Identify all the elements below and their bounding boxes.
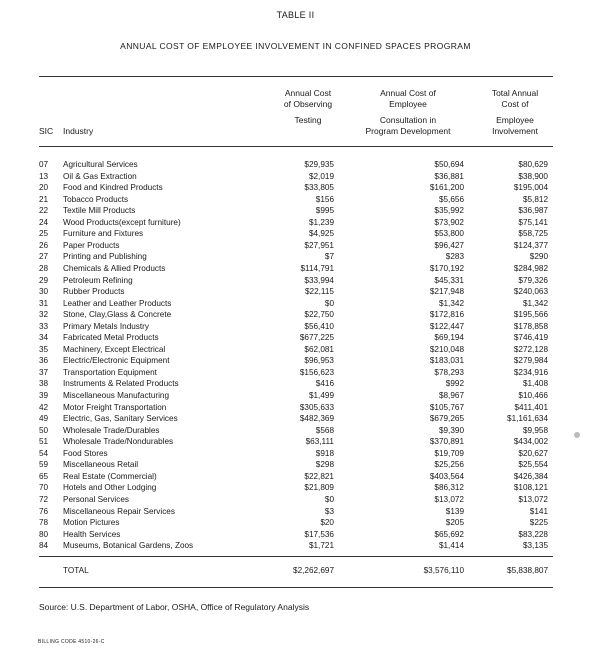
table-row: [0, 159, 591, 171]
sic-cell: 49: [39, 414, 49, 424]
table-row: [0, 205, 591, 217]
consultation-cell: $25,256: [434, 460, 464, 470]
table-row: [0, 402, 591, 414]
industry-cell: Electric, Gas, Sanitary Services: [63, 414, 178, 424]
header-observing-line: Testing: [294, 115, 322, 125]
observing-cell: $918: [315, 448, 334, 458]
total-cell: $75,141: [518, 217, 548, 227]
consultation-cell: $35,992: [434, 206, 464, 216]
industry-cell: Real Estate (Commercial): [63, 471, 157, 481]
observing-cell: $21,809: [304, 483, 334, 493]
table-row: [0, 494, 591, 506]
consultation-cell: $205: [445, 518, 464, 528]
header-total: [476, 88, 554, 137]
consultation-cell: $96,427: [434, 240, 464, 250]
sic-cell: 51: [39, 437, 49, 447]
table-row: [0, 171, 591, 183]
consultation-cell: $65,692: [434, 529, 464, 539]
sic-cell: 84: [39, 541, 49, 551]
header-total-line: Total Annual: [491, 88, 539, 98]
sic-cell: 13: [39, 171, 49, 181]
header-consultation-line: Consultation in: [379, 115, 437, 125]
industry-cell: Health Services: [63, 529, 121, 539]
total-cell: $434,002: [513, 437, 548, 447]
sic-cell: 36: [39, 356, 49, 366]
observing-cell: $1,239: [308, 217, 334, 227]
sic-cell: 28: [39, 263, 49, 273]
industry-cell: Personal Services: [63, 494, 129, 504]
table-row: [0, 436, 591, 448]
total-cell: $290: [529, 252, 548, 262]
total-consultation: $3,576,110: [423, 566, 464, 575]
observing-cell: $0: [324, 494, 334, 504]
total-cell: $124,377: [513, 240, 548, 250]
sic-cell: 26: [39, 240, 49, 250]
table-row: [0, 448, 591, 460]
industry-cell: Printing and Publishing: [63, 252, 147, 262]
sic-cell: 37: [39, 367, 49, 377]
consultation-cell: $53,800: [434, 229, 464, 239]
total-observing: $2,262,697: [293, 566, 334, 575]
sic-cell: 65: [39, 471, 49, 481]
total-label: TOTAL: [63, 566, 89, 575]
observing-cell: $29,935: [304, 160, 334, 169]
industry-cell: Miscellaneous Repair Services: [63, 506, 175, 516]
industry-cell: Tobacco Products: [63, 194, 129, 204]
table-row: [0, 378, 591, 390]
sic-cell: 76: [39, 506, 49, 516]
total-cell: $279,984: [513, 356, 548, 366]
table-row: [0, 459, 591, 471]
consultation-cell: $69,194: [434, 333, 464, 343]
observing-cell: $56,410: [304, 321, 334, 331]
header-consultation: [352, 88, 464, 137]
industry-cell: Machinery, Except Electrical: [63, 344, 166, 354]
industry-cell: Wholesale Trade/Nondurables: [63, 437, 174, 447]
industry-cell: Food Stores: [63, 448, 108, 458]
total-cell: $195,566: [513, 310, 548, 320]
table-row: [0, 217, 591, 229]
consultation-cell: $86,312: [434, 483, 464, 493]
observing-cell: $63,111: [305, 437, 334, 447]
consultation-cell: $45,331: [434, 275, 464, 285]
consultation-cell: $370,891: [429, 437, 464, 447]
consultation-cell: $1,414: [438, 541, 464, 551]
industry-cell: Fabricated Metal Products: [63, 333, 159, 343]
total-cell: $36,987: [518, 206, 548, 216]
observing-cell: $17,536: [304, 529, 334, 539]
total-cell: $83,228: [518, 529, 548, 539]
total-cell: $3,135: [522, 541, 548, 551]
sic-cell: 22: [39, 206, 49, 216]
industry-cell: Miscellaneous Retail: [63, 460, 139, 470]
sic-cell: 38: [39, 379, 49, 389]
header-total-line: Employee: [496, 115, 534, 125]
sic-cell: 27: [39, 252, 49, 262]
consultation-cell: $139: [445, 506, 464, 516]
observing-cell: $7: [324, 252, 334, 262]
consultation-cell: $217,948: [429, 287, 464, 297]
total-cell: $178,858: [513, 321, 548, 331]
table-row: [0, 251, 591, 263]
observing-cell: $1,499: [308, 391, 334, 400]
sic-cell: 32: [39, 310, 49, 320]
table-row: [0, 263, 591, 275]
industry-cell: Wholesale Trade/Durables: [63, 425, 160, 435]
industry-cell: Petroleum Refining: [63, 275, 133, 285]
industry-cell: Wood Products(except furniture): [63, 217, 181, 227]
header-total-line: Involvement: [492, 126, 538, 136]
observing-cell: $568: [315, 425, 334, 435]
total-cell: $1,161,634: [507, 414, 548, 424]
table-row: [0, 286, 591, 298]
industry-cell: Instruments & Related Products: [63, 379, 179, 389]
sic-cell: 29: [39, 275, 49, 285]
total-cell: $108,121: [513, 483, 548, 493]
header-observing: [264, 88, 352, 126]
total-cell: $79,326: [518, 275, 548, 285]
industry-cell: Leather and Leather Products: [63, 298, 172, 308]
header-consultation-line: Annual Cost of: [380, 88, 436, 98]
consultation-cell: $78,293: [434, 367, 464, 377]
observing-cell: $33,994: [304, 275, 334, 285]
consultation-cell: $210,048: [429, 344, 464, 354]
table-row: [0, 309, 591, 321]
total-cell: $9,958: [522, 425, 548, 435]
total-cell: $25,554: [518, 460, 548, 470]
observing-cell: $416: [315, 379, 334, 389]
sic-cell: 78: [39, 518, 49, 528]
industry-cell: Electric/Electronic Equipment: [63, 356, 170, 366]
billing-code: BILLING CODE 4510-26-C: [38, 639, 105, 645]
industry-cell: Textile Mill Products: [63, 206, 136, 216]
header-consultation-line: Employee: [389, 99, 427, 109]
table-row: [0, 471, 591, 483]
industry-cell: Agricultural Services: [63, 160, 138, 169]
consultation-cell: $13,072: [434, 494, 464, 504]
observing-cell: $22,821: [304, 471, 334, 481]
total-cell: $1,408: [522, 379, 548, 389]
industry-cell: Stone, Clay,Glass & Concrete: [63, 310, 172, 320]
total-cell: $225: [529, 518, 548, 528]
total-cell: $746,419: [513, 333, 548, 343]
consultation-cell: $5,656: [438, 194, 464, 204]
consultation-cell: $19,709: [434, 448, 464, 458]
table-row: [0, 413, 591, 425]
consultation-cell: $8,967: [438, 391, 464, 400]
total-cell: $411,401: [514, 402, 548, 412]
consultation-cell: $679,265: [429, 414, 464, 424]
observing-cell: $305,633: [299, 402, 334, 412]
table-row: [0, 355, 591, 367]
observing-cell: $0: [324, 298, 334, 308]
sic-cell: 34: [39, 333, 49, 343]
consultation-cell: $9,390: [438, 425, 464, 435]
scan-mark: [574, 432, 580, 438]
table-row: [0, 367, 591, 379]
table-row: [0, 390, 591, 402]
header-total-line: Cost of: [501, 99, 529, 109]
sic-cell: 31: [39, 298, 49, 308]
consultation-cell: $73,902: [434, 217, 464, 227]
sic-cell: 30: [39, 287, 49, 297]
consultation-cell: $161,200: [429, 183, 464, 193]
total-total: $5,838,807: [507, 566, 548, 575]
observing-cell: $1,721: [308, 541, 334, 551]
table-row: [0, 425, 591, 437]
sic-cell: 35: [39, 344, 49, 354]
table-row: [0, 332, 591, 344]
table-row: [0, 321, 591, 333]
header-sic: SIC: [39, 126, 54, 136]
table-subtitle: ANNUAL COST OF EMPLOYEE INVOLVEMENT IN CONFINED SPACES PROGRAM: [120, 41, 471, 51]
total-cell: $234,916: [513, 367, 548, 377]
consultation-cell: $1,342: [438, 298, 464, 308]
table-title: TABLE II: [276, 10, 315, 20]
header-observing-line: Annual Cost: [284, 88, 332, 98]
industry-cell: Motor Freight Transportation: [63, 402, 167, 412]
table-row: [0, 540, 591, 552]
total-cell: $5,812: [522, 194, 548, 204]
sic-cell: 54: [39, 448, 49, 458]
observing-cell: $156: [315, 194, 334, 204]
total-cell: $10,466: [518, 391, 548, 400]
total-cell: $284,982: [513, 263, 548, 273]
header-observing-line: of Observing: [283, 99, 333, 109]
observing-cell: $156,623: [299, 367, 334, 377]
table-row: [0, 240, 591, 252]
consultation-cell: $183,031: [429, 356, 464, 366]
table-row: [0, 298, 591, 310]
sic-cell: 20: [39, 183, 49, 193]
industry-cell: Transportation Equipment: [63, 367, 157, 377]
total-cell: $141: [529, 506, 548, 516]
observing-cell: $4,925: [308, 229, 334, 239]
total-cell: $20,627: [518, 448, 548, 458]
consultation-cell: $403,564: [429, 471, 464, 481]
consultation-cell: $172,816: [429, 310, 464, 320]
total-cell: $13,072: [518, 494, 548, 504]
sic-cell: 50: [39, 425, 49, 435]
observing-cell: $62,081: [304, 344, 334, 354]
header-rule: [39, 146, 553, 147]
total-cell: $240,063: [513, 287, 548, 297]
industry-cell: Miscellaneous Manufacturing: [63, 391, 170, 400]
consultation-cell: $105,767: [429, 402, 464, 412]
sic-cell: 39: [39, 391, 49, 400]
consultation-cell: $50,694: [434, 160, 464, 169]
sic-cell: 33: [39, 321, 49, 331]
table-row: [0, 529, 591, 541]
observing-cell: $20: [320, 518, 334, 528]
sic-cell: 80: [39, 529, 49, 539]
industry-cell: Paper Products: [63, 240, 120, 250]
bottom-rule: [39, 587, 553, 588]
source-note: Source: U.S. Department of Labor, OSHA, Office of Regulatory Analysis: [39, 602, 310, 612]
header-industry: Industry: [63, 126, 94, 136]
table-row: [0, 194, 591, 206]
sic-cell: 21: [39, 194, 49, 204]
total-cell: $1,342: [522, 298, 548, 308]
observing-cell: $33,805: [304, 183, 334, 193]
industry-cell: Oil & Gas Extraction: [63, 171, 137, 181]
consultation-cell: $992: [445, 379, 464, 389]
sic-cell: 59: [39, 460, 49, 470]
observing-cell: $3: [324, 506, 334, 516]
total-cell: $426,384: [513, 471, 548, 481]
observing-cell: $27,951: [304, 240, 334, 250]
observing-cell: $22,115: [305, 287, 334, 297]
header-consultation-line: Program Development: [365, 126, 451, 136]
industry-cell: Chemicals & Allied Products: [63, 263, 166, 273]
total-cell: $272,128: [513, 344, 548, 354]
sic-cell: 24: [39, 217, 49, 227]
total-cell: $38,900: [518, 171, 548, 181]
total-cell: $58,725: [518, 229, 548, 239]
table-row: [0, 182, 591, 194]
observing-cell: $995: [315, 206, 334, 216]
table-row: [0, 482, 591, 494]
table-row: [0, 506, 591, 518]
industry-cell: Rubber Products: [63, 287, 125, 297]
observing-cell: $96,953: [304, 356, 334, 366]
observing-cell: $22,750: [304, 310, 334, 320]
consultation-cell: $170,192: [429, 263, 464, 273]
pre-total-rule: [39, 556, 553, 557]
consultation-cell: $36,881: [434, 171, 464, 181]
observing-cell: $2,019: [308, 171, 334, 181]
sic-cell: 70: [39, 483, 49, 493]
sic-cell: 25: [39, 229, 49, 239]
consultation-cell: $283: [445, 252, 464, 262]
sic-cell: 42: [39, 402, 49, 412]
observing-cell: $677,225: [299, 333, 334, 343]
total-cell: $80,629: [518, 160, 548, 169]
top-rule: [39, 76, 553, 77]
observing-cell: $482,369: [299, 414, 334, 424]
industry-cell: Primary Metals Industry: [63, 321, 149, 331]
table-row: [0, 517, 591, 529]
observing-cell: $114,791: [300, 263, 334, 273]
industry-cell: Museums, Botanical Gardens, Zoos: [63, 541, 194, 551]
sic-cell: 07: [39, 160, 49, 169]
table-row: [0, 344, 591, 356]
total-cell: $195,004: [513, 183, 548, 193]
observing-cell: $298: [315, 460, 334, 470]
table-row: [0, 228, 591, 240]
industry-cell: Hotels and Other Lodging: [63, 483, 157, 493]
industry-cell: Motion Pictures: [63, 518, 120, 528]
industry-cell: Food and Kindred Products: [63, 183, 163, 193]
industry-cell: Furniture and Fixtures: [63, 229, 144, 239]
consultation-cell: $122,447: [429, 321, 464, 331]
sic-cell: 72: [39, 494, 49, 504]
table-row: [0, 275, 591, 287]
